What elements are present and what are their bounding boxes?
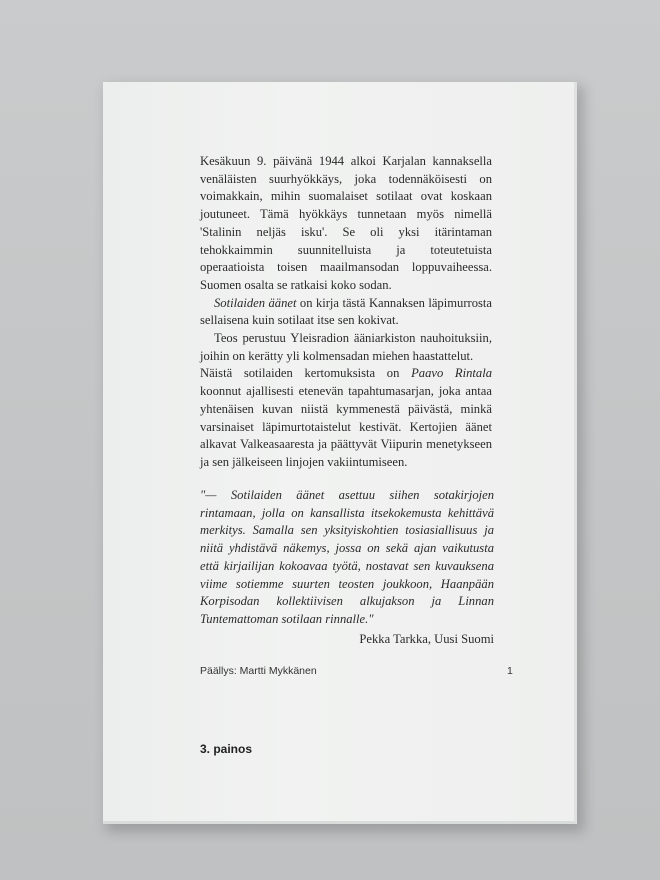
blurb-paragraph-4-rest: koonnut ajallisesti etenevän tapahtumasarjan, joka antaa yhtenäisen kuvan niistä kymmenestä päivästä, minkä varsinaiset läpimurtotaistelut kestivät. Kertojien äänet alkavat Valkeasaaresta ja päättyvät Viipurin menetykseen ja sen jälkeiseen linjojen vakiintumiseen. (200, 384, 492, 469)
review-quote-text: "— Sotilaiden äänet asettuu siihen sotakirjojen rintamaan, jolla on kansallista itsekokemusta kehittävä merkitys. Samalla sen yksityiskohtien tosiasiallisuus ja niitä yhdistävä näkemys, jossa on sekä ajan vaikutusta että kirjailijan kokoavaa työtä, nostavat sen kuvauksena viime sotiemme suurten teosten joukkoon, Haanpään Korpisodan kollektiivisen alkujakson ja Linnan Tuntemattoman sotilaan rinnalle." (200, 488, 494, 626)
blurb-paragraph-1: Kesäkuun 9. päivänä 1944 alkoi Karjalan kannaksella venäläisten suurhyökkäys, joka todennäköisesti on voimakkain, mihin suomalaiset sotilaat ovat koskaan joutuneet. Tämä hyökkäys tunnetaan myös nimellä 'Stalinin neljäs isku'. Se oli yksi itärintaman tehokkaimmin suunnitelluista ja toteutetuista operaatioista toisen maailmansodan loppuvaiheessa. Suomen osalta se ratkaisi koko sodan. (200, 154, 492, 292)
blurb-text (200, 153, 492, 472)
blurb-paragraph-4-start: Näistä sotilaiden kertomuksista on (200, 366, 412, 381)
review-quote (200, 487, 494, 648)
edition-label: 3. painos (200, 742, 253, 756)
blurb-paragraph-4 (200, 365, 492, 471)
book-title-inline: Sotilaiden äänet (214, 295, 297, 310)
cover-credit: Päällys: Martti Mykkänen (200, 665, 317, 677)
author-name-inline: Paavo Rintala (411, 366, 493, 381)
book-back-cover (103, 82, 577, 824)
blurb-paragraph-2-rest: on kirja tästä Kannaksen läpimurrosta sellaisena kuin sotilaat itse sen kokivat. (200, 295, 492, 328)
credit-number: 1 (507, 665, 513, 677)
review-attribution: Pekka Tarkka, Uusi Suomi (359, 631, 494, 646)
blurb-paragraph-2 (200, 295, 492, 330)
blurb-paragraph-3: Teos perustuu Yleisradion ääniarkiston nauhoituksiin, joihin on kerätty yli kolmensadan miehen haastattelut. (200, 331, 492, 363)
